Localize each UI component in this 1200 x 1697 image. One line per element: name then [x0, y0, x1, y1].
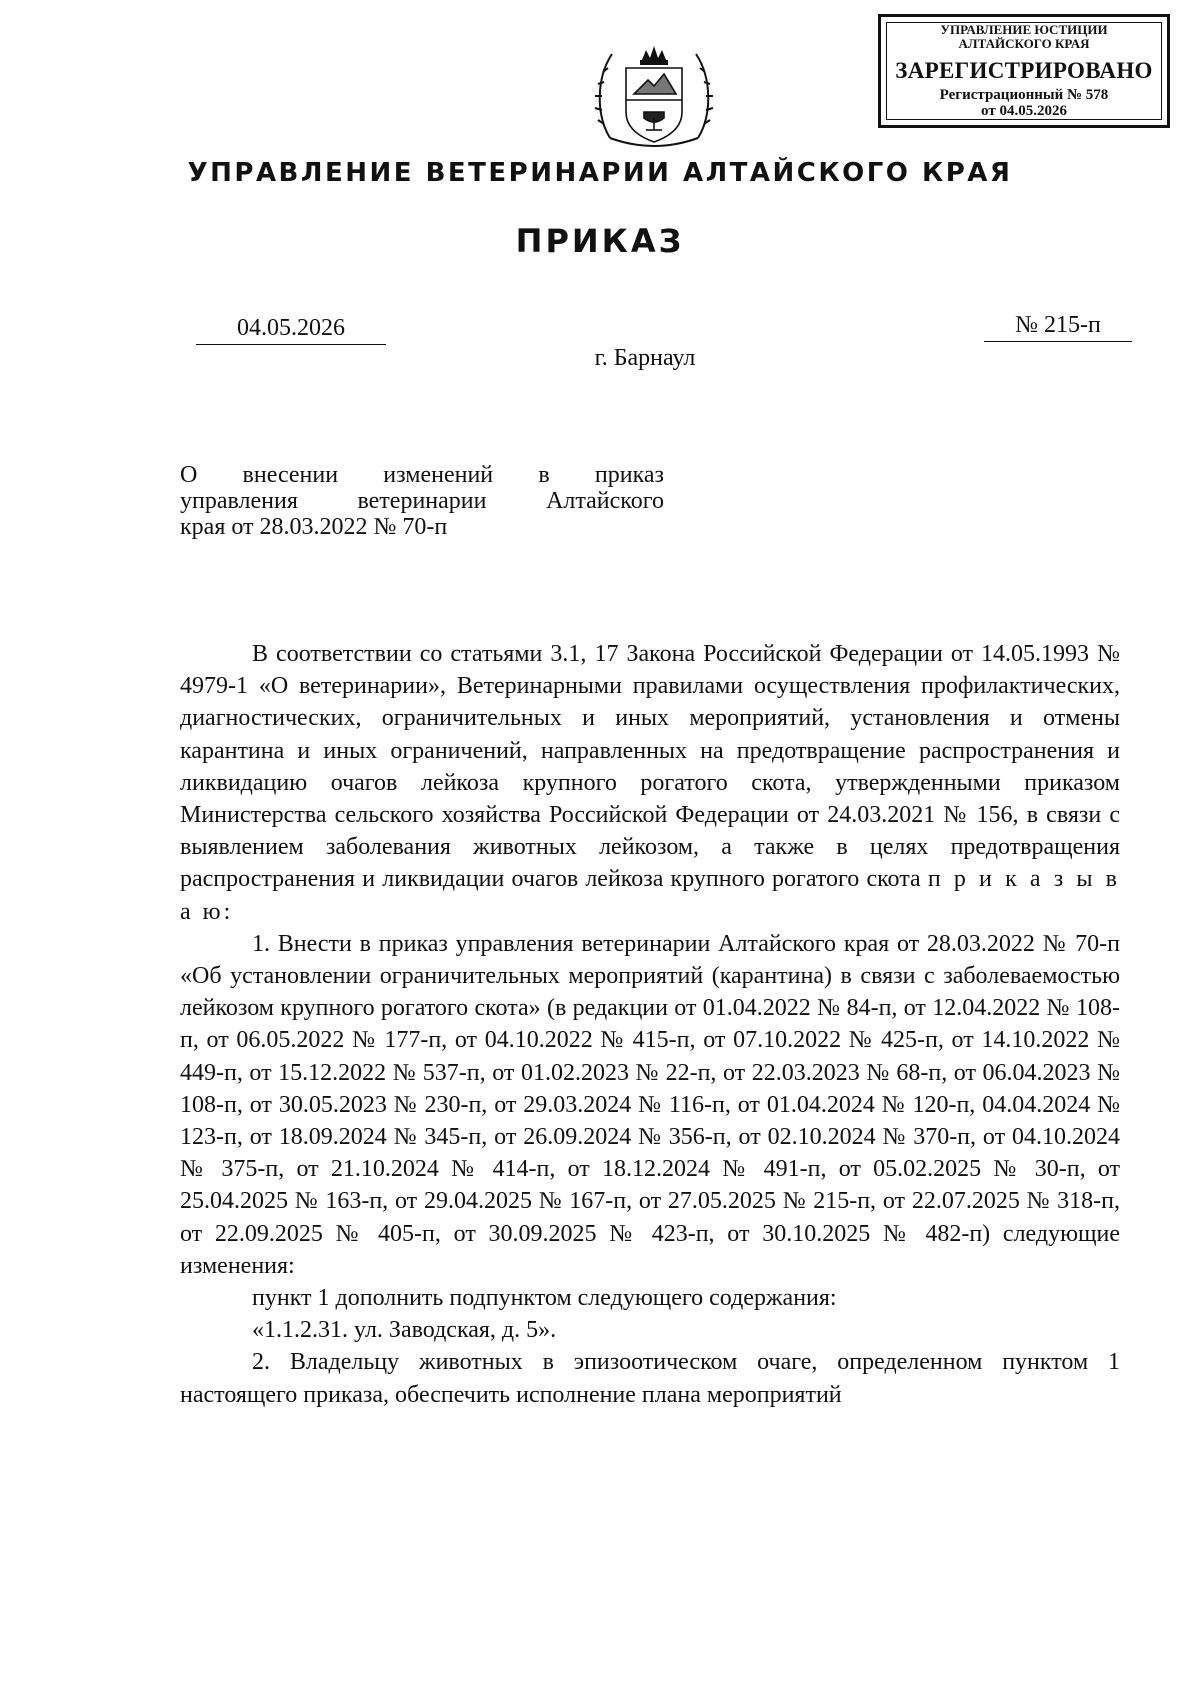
document-type: ПРИКАЗ: [515, 222, 685, 260]
coat-of-arms-emblem-icon: [590, 38, 718, 153]
item-1-quote: «1.1.2.31. ул. Заводская, д. 5».: [252, 1317, 557, 1344]
document-city: г. Барнаул: [594, 345, 696, 371]
organization-name: УПРАВЛЕНИЕ ВЕТЕРИНАРИИ АЛТАЙСКОГО КРАЯ: [187, 158, 1013, 188]
subject-line-3: края от 28.03.2022 № 70-п: [180, 514, 448, 540]
preamble-paragraph: [180, 638, 1120, 928]
registration-stamp: [878, 14, 1170, 128]
item-1-subitem: пункт 1 дополнить подпунктом следующего содержания:: [252, 1285, 837, 1312]
subject-line-1: О внесении изменений в приказ: [180, 462, 664, 488]
item-2-paragraph: 2. Владельцу животных в эпизоотическом очаге, определенном пунктом 1 настоящего приказа, обеспечить исполнение плана мероприятий: [180, 1349, 1120, 1408]
preamble-text: В соответствии со статьями 3.1, 17 Закона Российской Федерации от 14.05.1993 № 4979-1 «О ветеринарии», Ветеринарными правилами осуществления профилактических, диагностических, ограничительных и иных мероприятий, установления и отмены карантина и иных ограничений, направленных на предотвращение распространения и ликвидацию очагов лейкоза крупного рогатого скота, утвержденными приказом Министерства сельского хозяйства Российской Федерации от 24.03.2021 № 156, в связи с выявлением заболевания животных лейкозом, а также в целях предотвращения распространения и ликвидации очагов лейкоза крупного рогатого скота: [180, 641, 1120, 893]
stamp-date: от 04.05.2026: [981, 103, 1067, 120]
document-date: 04.05.2026: [196, 315, 386, 345]
item-1-paragraph: 1. Внести в приказ управления ветеринарии Алтайского края от 28.03.2022 № 70-п «Об установлении ограничительных мероприятий (карантина) в связи с заболеваемостью лейкозом крупного рогатого скота» (в редакции от 01.04.2022 № 84-п, от 12.04.2022 № 108-п, от 06.05.2022 № 177-п, от 04.10.2022 № 415-п, от 07.10.2022 № 425-п, от 14.10.2022 № 449-п, от 15.12.2022 № 537-п, от 01.02.2023 № 22-п, от 22.03.2023 № 68-п, от 06.04.2023 № 108-п, от 30.05.2023 № 230-п, от 29.03.2024 № 116-п, от 01.04.2024 № 120-п, 04.04.2024 № 123-п, от 18.09.2024 № 345-п, от 26.09.2024 № 356-п, от 02.10.2024 № 370-п, от 04.10.2024 № 375-п, от 21.10.2024 № 414-п, от 18.12.2024 № 491-п, от 05.02.2025 № 30-п, от 25.04.2025 № 163-п, от 29.04.2025 № 167-п, от 27.05.2025 № 215-п, от 22.07.2025 № 318-п, от 22.09.2025 № 405-п, от 30.09.2025 № 423-п, от 30.10.2025 № 482-п) следующие изменения:: [180, 930, 1120, 1279]
subject-line-2: управления ветеринарии Алтайского: [180, 488, 664, 514]
order-word: п р и к а з ы в а ю:: [180, 866, 1121, 925]
stamp-line-2: АЛТАЙСКОГО КРАЯ: [958, 36, 1090, 52]
stamp-inner-border: [886, 22, 1162, 120]
stamp-registration-number: Регистрационный № 578: [939, 86, 1109, 103]
document-subject: [180, 462, 664, 540]
stamp-line-1: УПРАВЛЕНИЕ ЮСТИЦИИ: [940, 22, 1108, 37]
stamp-title: ЗАРЕГИСТРИРОВАНО: [895, 57, 1153, 83]
document-number: № 215-п: [984, 312, 1132, 342]
document-body: [180, 638, 1120, 1411]
